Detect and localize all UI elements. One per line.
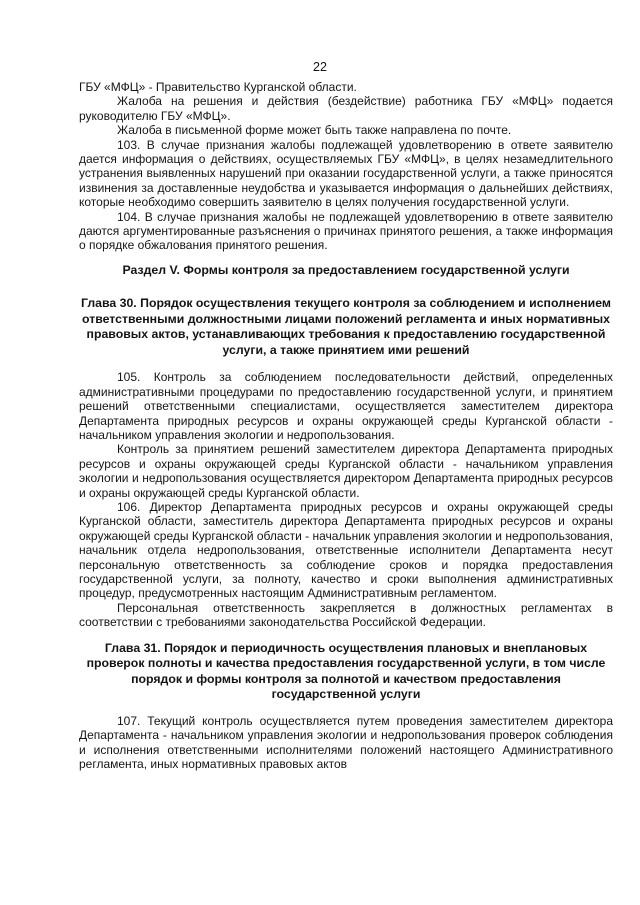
- page-number: 22: [313, 60, 327, 74]
- paragraph-104: 104. В случае признания жалобы не подлежащей удовлетворению в ответе заявителю даются аргументированные разъяснения о причинах принятого решения, а также информация о порядке обжалования принятого решения.: [79, 209, 613, 253]
- document-body: [79, 80, 613, 771]
- paragraph-106: 106. Директор Департамента природных ресурсов и охраны окружающей среды Курганской области, заместитель директора Департамента природных ресурсов и охраны окружающей среды Курганской области - начальник управления экологии и недропользования, начальник отдела недропользования, ответственные исполнители Департамента несут персональную ответственность за соблюдение сроков и порядка предоставления государственной услуги, за полноту, качество и сроки выполнения административных процедур, предусмотренных настоящим Административным регламентом.: [79, 500, 613, 601]
- paragraph-personal-responsibility: Персональная ответственность закрепляется в должностных регламентах в соответствии с требованиями законодательства Российской Федерации.: [79, 600, 613, 630]
- section-title-v: Раздел V. Формы контроля за предоставлением государственной услуги: [122, 262, 570, 277]
- paragraph-105: 105. Контроль за соблюдением последовательности действий, определенных административными процедурами по предоставлению государственной услуги, и принятием решений ответственными специалистами, осуществляется заместителем директора Департамента природных ресурсов и охраны окружающей среды Курганской области - начальником управления экологии и недропользования.: [79, 370, 613, 442]
- paragraph-mfc-government: ГБУ «МФЦ» - Правительство Курганской области.: [79, 80, 357, 94]
- paragraph-107: 107. Текущий контроль осуществляется путем проведения заместителем директора Департамента - начальником управления экологии и недропользования проверок соблюдения и исполнения ответственными исполнителями положений настоящего Административного регламента, иных нормативных правовых актов: [79, 713, 613, 771]
- paragraph-complaint-mail: Жалоба в письменной форме может быть также направлена по почте.: [117, 123, 512, 138]
- chapter-31-title: Глава 31. Порядок и периодичность осуществления плановых и внеплановых проверок полноты и качества предоставления государственной услуги, в том числе порядок и формы контроля за полнотой и качеством предоставления государственной услуги: [86, 640, 606, 702]
- paragraph-complaint-worker: Жалоба на решения и действия (бездействие) работника ГБУ «МФЦ» подается руководителю ГБУ «МФЦ».: [79, 94, 613, 123]
- chapter-30-title: Глава 30. Порядок осуществления текущего контроля за соблюдением и исполнением ответственными должностными лицами положений регламента и иных нормативных правовых актов, устанавливающих требования к предоставлению государственной услуги, а также принятием ими решений: [80, 296, 612, 357]
- paragraph-control-director: Контроль за принятием решений заместителем директора Департамента природных ресурсов и охраны окружающей среды Курганской области - начальником управления экологии и недропользования осуществляется директором Департамента природных ресурсов и охраны окружающей среды Курганской области.: [79, 442, 613, 500]
- paragraph-103: 103. В случае признания жалобы подлежащей удовлетворению в ответе заявителю дается информация о действиях, осуществляемых ГБУ «МФЦ», в целях незамедлительного устранения выявленных нарушений при оказании государственной услуги, а также приносятся извинения за доставленные неудобства и указывается информация о дальнейших действиях, которые необходимо совершить заявителю в целях получения государственной услуги.: [79, 137, 613, 210]
